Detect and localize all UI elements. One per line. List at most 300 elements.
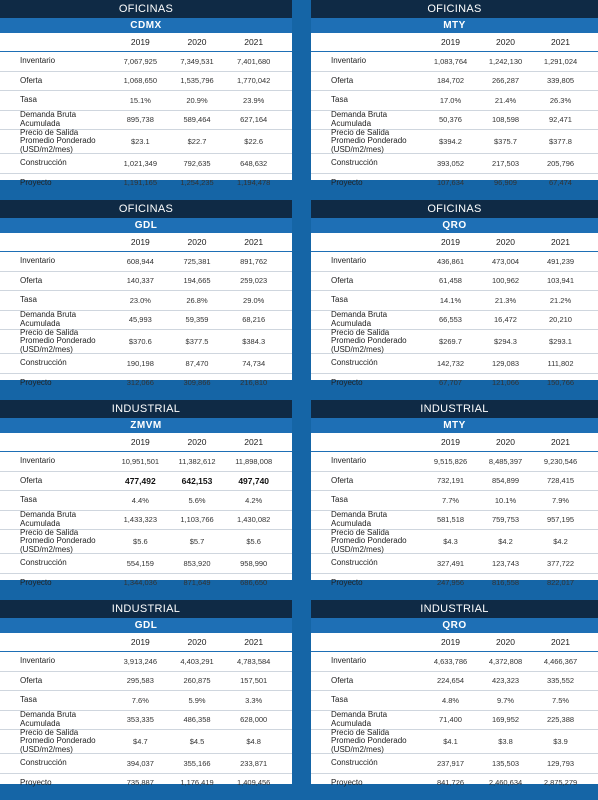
table-cell: $5.6 xyxy=(246,537,261,546)
table-cell: 554,159 xyxy=(126,558,154,568)
table-cell: 237,917 xyxy=(436,758,465,768)
year-header: 2019 xyxy=(130,437,150,447)
year-header: 2021 xyxy=(551,237,570,247)
row-label: Construcción xyxy=(331,558,378,567)
row-values xyxy=(112,315,292,324)
row-label: Construcción xyxy=(331,758,378,767)
year-header: 2020 xyxy=(496,437,515,447)
row-values xyxy=(112,96,292,105)
panel-title: INDUSTRIAL xyxy=(311,400,598,418)
year-header: 2019 xyxy=(130,237,150,247)
year-header: 2021 xyxy=(244,437,264,447)
table-cell: 4.8% xyxy=(441,695,460,705)
row-label: Proyecto xyxy=(20,177,52,187)
table-row xyxy=(311,527,598,554)
table-cell: 135,503 xyxy=(491,758,520,768)
row-label: Oferta xyxy=(20,475,43,485)
table-cell: 67,474 xyxy=(549,178,572,188)
table-cell: $4.8 xyxy=(246,737,261,746)
table-cell: 4,783,584 xyxy=(236,656,271,666)
table-row xyxy=(311,754,598,774)
year-header-row xyxy=(311,233,598,252)
row-values xyxy=(112,378,292,387)
table-cell: 184,702 xyxy=(436,76,465,86)
table-row xyxy=(0,691,292,711)
table-row xyxy=(311,554,598,574)
panel-region: CDMX xyxy=(0,18,292,33)
year-header: 2020 xyxy=(496,37,515,47)
table-cell: 266,287 xyxy=(491,76,520,86)
table-cell: 224,654 xyxy=(436,676,465,686)
table-cell: 2,875,279 xyxy=(543,778,578,788)
table-row xyxy=(0,354,292,374)
row-label: Precio de Salida Promedio Ponderado (USD/m2/mes) xyxy=(20,327,96,354)
table-cell: 895,738 xyxy=(126,115,154,125)
row-values xyxy=(112,476,292,486)
row-values xyxy=(423,115,598,124)
year-header: 2019 xyxy=(441,437,460,447)
table-cell: 732,191 xyxy=(436,476,465,486)
panel-region: MTY xyxy=(311,418,598,433)
row-values xyxy=(112,537,292,546)
year-header: 2019 xyxy=(441,37,460,47)
year-header: 2021 xyxy=(551,637,570,647)
table-cell: 1,433,323 xyxy=(123,515,158,525)
table-cell: 225,388 xyxy=(546,715,575,725)
table-cell: $4.7 xyxy=(133,737,148,746)
table-cell: 1,083,764 xyxy=(433,56,468,66)
table-row xyxy=(0,91,292,111)
table-cell: 92,471 xyxy=(549,115,572,125)
table-cell: 61,458 xyxy=(439,276,462,286)
panel-region: QRO xyxy=(311,218,598,233)
table-cell: 217,503 xyxy=(491,158,520,168)
table-cell: 7.7% xyxy=(441,495,460,505)
table-cell: 16,472 xyxy=(494,315,517,325)
table-cell: 377,722 xyxy=(546,558,575,568)
table-cell: 129,793 xyxy=(546,758,575,768)
year-header: 2021 xyxy=(551,437,570,447)
row-label: Demanda Bruta Acumulada xyxy=(331,710,388,728)
table-panel-oficinas-gdl xyxy=(0,200,292,388)
row-label: Oferta xyxy=(20,675,43,685)
row-values xyxy=(423,337,598,346)
table-cell: 15.1% xyxy=(129,95,151,105)
table-cell: 123,743 xyxy=(491,558,520,568)
table-panel-oficinas-mty xyxy=(311,0,598,188)
row-label: Tasa xyxy=(20,495,37,504)
table-cell: 7.9% xyxy=(551,495,570,505)
row-label: Proyecto xyxy=(331,577,363,587)
table-cell: 891,762 xyxy=(240,256,268,266)
row-values xyxy=(112,257,292,266)
row-values xyxy=(112,296,292,305)
year-headers xyxy=(112,637,292,647)
table-cell: 9.7% xyxy=(496,695,515,705)
table-cell: 1,409,456 xyxy=(236,778,271,788)
table-cell: 958,990 xyxy=(240,558,268,568)
table-cell: 20.9% xyxy=(186,95,208,105)
row-values xyxy=(423,559,598,568)
panel-region: GDL xyxy=(0,618,292,633)
table-cell: 1,068,650 xyxy=(123,76,158,86)
table-row xyxy=(0,527,292,554)
year-headers xyxy=(112,37,292,47)
table-cell: 23.9% xyxy=(243,95,265,105)
table-row xyxy=(311,72,598,92)
table-cell: 816,558 xyxy=(491,578,520,588)
table-cell: 628,000 xyxy=(240,715,268,725)
row-label: Tasa xyxy=(20,695,37,704)
row-label: Tasa xyxy=(20,295,37,304)
table-cell: 735,887 xyxy=(126,778,154,788)
row-values xyxy=(112,715,292,724)
year-header-row xyxy=(0,233,292,252)
table-row xyxy=(311,452,598,472)
table-panel-industrial-gdl xyxy=(0,600,292,788)
table-cell: 1,344,036 xyxy=(123,578,158,588)
table-cell: 108,598 xyxy=(491,115,520,125)
table-cell: 4,403,291 xyxy=(180,656,214,666)
table-cell: 1,191,165 xyxy=(123,178,158,188)
table-cell: 10.1% xyxy=(494,495,517,505)
table-cell: 169,952 xyxy=(491,715,520,725)
panel-title: OFICINAS xyxy=(311,0,598,18)
row-label: Precio de Salida Promedio Ponderado (USD/m2/mes) xyxy=(331,527,407,554)
year-header: 2020 xyxy=(496,637,515,647)
row-values xyxy=(423,657,598,666)
table-cell: 29.0% xyxy=(243,295,265,305)
table-cell: 871,649 xyxy=(183,578,211,588)
table-cell: 1,194,478 xyxy=(236,178,271,188)
row-values xyxy=(112,496,292,505)
table-row xyxy=(0,374,292,393)
table-cell: 67,707 xyxy=(439,378,462,388)
table-panel-industrial-mty xyxy=(311,400,598,588)
row-values xyxy=(112,778,292,787)
table-cell: 21.4% xyxy=(494,95,517,105)
table-cell: $5.6 xyxy=(133,537,148,546)
table-cell: 853,920 xyxy=(183,558,211,568)
row-values xyxy=(423,676,598,685)
row-label: Precio de Salida Promedio Ponderado (USD/m2/mes) xyxy=(331,327,407,354)
row-label: Precio de Salida Promedio Ponderado (USD/m2/mes) xyxy=(331,727,407,754)
year-header: 2020 xyxy=(187,37,207,47)
table-row xyxy=(0,327,292,354)
table-row xyxy=(0,174,292,193)
table-cell: 1,176,419 xyxy=(180,778,214,788)
table-row xyxy=(0,52,292,72)
table-cell: 4.4% xyxy=(131,495,149,505)
row-label: Construcción xyxy=(20,158,67,167)
table-cell: $3.8 xyxy=(498,737,513,746)
year-header: 2019 xyxy=(441,237,460,247)
table-cell: 23.0% xyxy=(129,295,151,305)
row-values xyxy=(423,715,598,724)
row-label: Construcción xyxy=(331,158,378,167)
table-cell: 9,515,826 xyxy=(433,456,468,466)
table-cell: 9,230,546 xyxy=(543,456,578,466)
table-cell: 473,004 xyxy=(491,256,520,266)
table-row xyxy=(0,672,292,692)
row-values xyxy=(423,96,598,105)
table-row xyxy=(311,91,598,111)
table-cell: 7.5% xyxy=(551,695,570,705)
row-label: Proyecto xyxy=(20,577,52,587)
table-panel-industrial-qro xyxy=(311,600,598,788)
row-values xyxy=(423,276,598,285)
panel-title: INDUSTRIAL xyxy=(311,600,598,618)
row-label: Proyecto xyxy=(331,777,363,787)
row-label: Precio de Salida Promedio Ponderado (USD/m2/mes) xyxy=(20,727,96,754)
year-header: 2020 xyxy=(496,237,515,247)
table-cell: 589,464 xyxy=(183,115,211,125)
row-label: Construcción xyxy=(20,358,67,367)
row-label: Demanda Bruta Acumulada xyxy=(20,310,77,328)
table-cell: 497,740 xyxy=(238,475,270,486)
table-cell: $4.3 xyxy=(443,537,458,546)
table-row xyxy=(0,472,292,492)
table-cell: 205,796 xyxy=(546,158,575,168)
table-cell: 4,466,367 xyxy=(543,656,578,666)
table-cell: 792,635 xyxy=(183,158,211,168)
table-cell: 309,866 xyxy=(183,378,211,388)
table-row xyxy=(0,574,292,593)
row-values xyxy=(423,257,598,266)
year-header: 2019 xyxy=(130,637,150,647)
table-cell: $269.7 xyxy=(439,337,462,346)
table-row xyxy=(0,554,292,574)
year-header: 2021 xyxy=(244,237,264,247)
year-header: 2021 xyxy=(244,37,264,47)
table-cell: 486,358 xyxy=(183,715,211,725)
row-values xyxy=(423,76,598,85)
year-headers xyxy=(423,37,598,47)
table-cell: 142,732 xyxy=(436,358,465,368)
table-row xyxy=(311,672,598,692)
year-header-row xyxy=(0,33,292,52)
table-row xyxy=(311,374,598,393)
table-cell: 1,535,796 xyxy=(180,76,214,86)
row-values xyxy=(423,778,598,787)
table-row xyxy=(311,291,598,311)
table-cell: $23.1 xyxy=(130,137,150,146)
table-cell: $4.2 xyxy=(498,537,513,546)
table-cell: 100,962 xyxy=(491,276,520,286)
table-row xyxy=(311,52,598,72)
table-cell: 21.3% xyxy=(494,295,517,305)
year-headers xyxy=(423,637,598,647)
row-values xyxy=(423,57,598,66)
row-label: Tasa xyxy=(331,95,348,104)
row-values xyxy=(423,515,598,524)
row-label: Tasa xyxy=(331,295,348,304)
row-label: Inventario xyxy=(331,256,367,265)
row-label: Inventario xyxy=(20,256,56,265)
table-cell: 74,734 xyxy=(242,358,266,368)
table-cell: 71,400 xyxy=(439,715,462,725)
table-cell: $5.7 xyxy=(189,537,205,546)
table-cell: 436,861 xyxy=(436,256,465,266)
year-header-row xyxy=(0,433,292,452)
row-label: Proyecto xyxy=(20,377,52,387)
row-label: Demanda Bruta Acumulada xyxy=(331,510,388,528)
table-cell: 190,198 xyxy=(126,358,154,368)
table-row xyxy=(0,72,292,92)
table-cell: 841,726 xyxy=(436,778,465,788)
row-label: Construcción xyxy=(20,558,67,567)
table-cell: $377.5 xyxy=(185,337,209,346)
table-row xyxy=(311,252,598,272)
row-values xyxy=(112,137,292,146)
table-cell: 759,753 xyxy=(491,515,520,525)
table-cell: 1,254,235 xyxy=(180,178,214,188)
row-label: Inventario xyxy=(20,656,56,665)
table-cell: 111,802 xyxy=(547,358,574,368)
table-cell: 68,216 xyxy=(242,315,266,325)
table-cell: $293.1 xyxy=(549,337,572,346)
year-header: 2019 xyxy=(130,37,150,47)
year-headers xyxy=(423,437,598,447)
table-cell: 608,944 xyxy=(126,256,154,266)
table-panel-oficinas-qro xyxy=(311,200,598,388)
row-values xyxy=(423,737,598,746)
table-row xyxy=(0,727,292,754)
table-cell: 491,239 xyxy=(546,256,575,266)
table-cell: 194,665 xyxy=(183,276,211,286)
table-row xyxy=(311,652,598,672)
row-values xyxy=(423,378,598,387)
year-header: 2021 xyxy=(551,37,570,47)
row-values xyxy=(112,159,292,168)
table-cell: 335,552 xyxy=(546,676,575,686)
table-cell: 66,553 xyxy=(439,315,462,325)
row-values xyxy=(112,696,292,705)
table-row xyxy=(311,774,598,793)
row-label: Demanda Bruta Acumulada xyxy=(331,310,388,328)
row-label: Inventario xyxy=(331,56,367,65)
row-values xyxy=(112,337,292,346)
table-cell: 4.2% xyxy=(245,495,263,505)
row-label: Inventario xyxy=(20,456,56,465)
row-label: Oferta xyxy=(331,275,354,285)
table-cell: 355,166 xyxy=(183,758,211,768)
row-values xyxy=(423,315,598,324)
table-cell: $294.3 xyxy=(494,337,517,346)
table-cell: 353,335 xyxy=(126,715,154,725)
table-cell: 59,359 xyxy=(185,315,209,325)
table-cell: 216,810 xyxy=(240,378,268,388)
table-cell: 259,023 xyxy=(240,276,268,286)
table-cell: 957,195 xyxy=(546,515,575,525)
table-row xyxy=(0,291,292,311)
row-label: Precio de Salida Promedio Ponderado (USD/m2/mes) xyxy=(331,127,407,154)
table-cell: 21.2% xyxy=(549,295,572,305)
year-header: 2021 xyxy=(244,637,264,647)
table-cell: $394.2 xyxy=(439,137,462,146)
panel-region: ZMVM xyxy=(0,418,292,433)
row-values xyxy=(423,578,598,587)
table-cell: $3.9 xyxy=(553,737,568,746)
table-cell: 260,875 xyxy=(183,676,211,686)
year-headers xyxy=(112,437,292,447)
table-cell: 10,951,501 xyxy=(121,456,160,466)
row-label: Demanda Bruta Acumulada xyxy=(20,110,77,128)
row-values xyxy=(423,537,598,546)
table-cell: 295,583 xyxy=(126,676,154,686)
table-cell: 1,242,130 xyxy=(488,56,523,66)
table-cell: 121,066 xyxy=(491,378,520,388)
row-values xyxy=(112,759,292,768)
row-label: Oferta xyxy=(20,275,43,285)
table-cell: 20,210 xyxy=(549,315,572,325)
table-row xyxy=(311,491,598,511)
row-values xyxy=(112,737,292,746)
table-cell: 96,909 xyxy=(494,178,517,188)
row-values xyxy=(423,159,598,168)
table-cell: $384.3 xyxy=(242,337,266,346)
row-values xyxy=(423,696,598,705)
row-label: Proyecto xyxy=(331,377,363,387)
row-values xyxy=(423,457,598,466)
panel-title: OFICINAS xyxy=(0,0,292,18)
table-cell: 339,805 xyxy=(546,76,575,86)
row-values xyxy=(112,76,292,85)
row-values xyxy=(423,359,598,368)
year-header: 2020 xyxy=(187,637,207,647)
row-label: Tasa xyxy=(331,495,348,504)
table-cell: $22.7 xyxy=(187,137,207,146)
table-row xyxy=(311,127,598,154)
row-label: Demanda Bruta Acumulada xyxy=(331,110,388,128)
table-cell: 157,501 xyxy=(240,676,268,686)
table-cell: 140,337 xyxy=(126,276,154,286)
row-label: Inventario xyxy=(331,456,367,465)
table-cell: 5.6% xyxy=(188,495,206,505)
year-header-row xyxy=(311,433,598,452)
row-label: Precio de Salida Promedio Ponderado (USD/m2/mes) xyxy=(20,527,96,554)
table-cell: 11,382,612 xyxy=(178,456,216,466)
table-cell: 822,017 xyxy=(546,578,575,588)
row-label: Tasa xyxy=(331,695,348,704)
table-row xyxy=(311,154,598,174)
panel-region: GDL xyxy=(0,218,292,233)
table-cell: 648,632 xyxy=(240,158,268,168)
table-cell: 5.9% xyxy=(188,695,206,705)
row-values xyxy=(112,57,292,66)
table-row xyxy=(311,272,598,292)
table-row xyxy=(311,574,598,593)
year-header-row xyxy=(311,633,598,652)
table-cell: 854,899 xyxy=(491,476,520,486)
table-cell: $375.7 xyxy=(494,137,517,146)
table-cell: 4,372,808 xyxy=(488,656,523,666)
year-header-row xyxy=(311,33,598,52)
table-cell: 581,518 xyxy=(436,515,465,525)
table-cell: 11,898,008 xyxy=(235,456,273,466)
table-row xyxy=(0,774,292,793)
table-cell: 4,633,786 xyxy=(433,656,468,666)
table-cell: 247,956 xyxy=(436,578,465,588)
row-values xyxy=(112,457,292,466)
panel-title: INDUSTRIAL xyxy=(0,600,292,618)
table-cell: 642,153 xyxy=(181,475,213,486)
table-cell: 26.8% xyxy=(186,295,208,305)
row-values xyxy=(112,359,292,368)
table-panel-industrial-zmvm xyxy=(0,400,292,588)
table-cell: $4.2 xyxy=(553,537,568,546)
table-cell: 17.0% xyxy=(439,95,462,105)
